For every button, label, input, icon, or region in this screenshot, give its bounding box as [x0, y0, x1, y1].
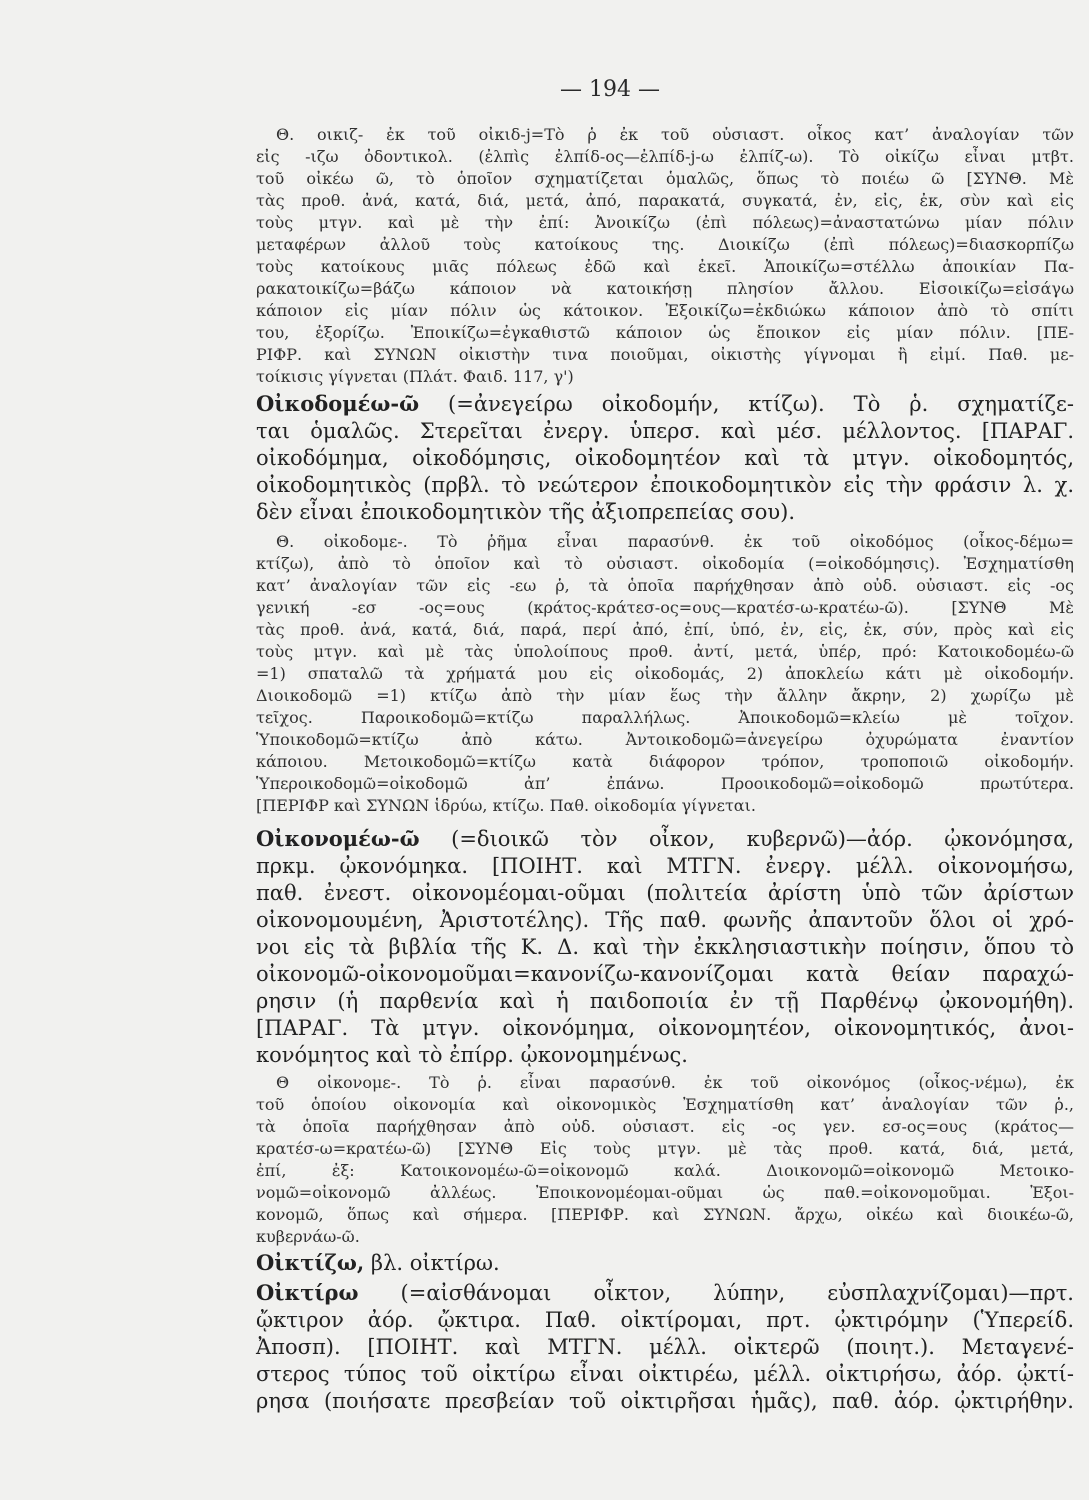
page-number: — 194 —	[560, 77, 660, 102]
text-line: κονομῶ, ὅπως καὶ σήμερα. [ΠΕΡΙΦΡ. καὶ ΣΥΝΩΝ. ἄρχω, οἰκέω καὶ διοικέω-ῶ,	[256, 1205, 1074, 1224]
text-line: οἰκονομουμένη, Ἀριστοτέλης). Τῆς παθ. φωνῆς ἀπαντοῦν ὅλοι οἱ χρό-	[256, 908, 1074, 932]
text-line	[256, 825, 1074, 853]
text-line: τοῦ οἰκέω ῶ, τὸ ὁποῖον σχηματίζεται ὁμαλῶς, ὅπως τὸ ποιέω ῶ [ΣΥΝΘ. Μὲ	[256, 169, 1074, 188]
etymology-note	[256, 1072, 1074, 1248]
etymology-note	[256, 124, 1074, 388]
headword: Οἰκονομέω-ῶ	[256, 826, 420, 851]
text-line: Διοικοδομῶ =1) κτίζω ἀπὸ τὴν μίαν ἕως τὴν ἄλλην ἄκρην, 2) χωρίζω μὲ	[256, 686, 1074, 705]
text-line: Θ. οικιζ- ἐκ τοῦ οἰκιδ-j=Τὸ ῥ ἐκ τοῦ οὐσιαστ. οἶκος κατ’ ἀναλογίαν τῶν	[276, 125, 1074, 144]
text-line: κάποιον εἰς μίαν πόλιν ὡς κάτοικον. Ἐξοικίζω=ἐκδιώκω κάποιον ἀπὸ τὸ σπίτι	[256, 301, 1074, 320]
text-line: τεῖχος. Παροικοδομῶ=κτίζω παραλλήλως. Ἀποικοδομῶ=κλείω μὲ τοῖχον.	[256, 708, 1074, 727]
text-segment: (=ἀνεγείρω οἰκοδομήν, κτίζω). Τὸ ῥ. σχηματίζε-	[448, 392, 1074, 416]
cross-reference: βλ. οἰκτίρω.	[370, 1251, 500, 1275]
text-line: τοῦ ὁποίου οἰκονομία καὶ οἰκονομικὸς Ἐσχηματίσθη κατ’ ἀναλογίαν τῶν ῥ.,	[256, 1095, 1074, 1114]
text-line: [ΠΑΡΑΓ. Τὰ μτγν. οἰκονόμημα, οἰκονομητέον, οἰκονομητικός, ἀνοι-	[256, 1016, 1074, 1040]
text-line	[256, 1249, 1074, 1277]
text-line: παθ. ἐνεστ. οἰκονομέομαι-οῦμαι (πολιτεία ἀρίστη ὑπὸ τῶν ἀρίστων	[256, 881, 1074, 905]
text-line: [ΠΕΡΙΦΡ καὶ ΣΥΝΩΝ ἱδρύω, κτίζω. Παθ. οἰκοδομία γίγνεται.	[256, 796, 756, 815]
text-line: =1) σπαταλῶ τὰ χρήματά μου εἰς οἰκοδομάς, 2) ἀποκλείω κάτι μὲ οἰκοδομήν.	[256, 664, 1074, 683]
text-line: δὲν εἶναι ἐποικοδομητικὸν τῆς ἀξιοπρεπείας σου).	[256, 500, 796, 524]
text-line: Θ οἰκονομε-. Τὸ ῥ. εἶναι παρασύνθ. ἐκ τοῦ οἰκονόμος (οἶκος-νέμω), ἐκ	[276, 1073, 1074, 1092]
text-line: τοὺς μτγν. καὶ μὲ τὰς ὑπολοίπους προθ. ἀντί, μετά, ὑπέρ, πρό: Κατοικοδομέω-ῶ	[256, 642, 1074, 661]
text-line: ΡΙΦΡ. καὶ ΣΥΝΩΝ οἰκιστὴν τινα ποιοῦμαι, οἰκιστὴς γίγνομαι ἢ εἰμί. Παθ. με-	[256, 345, 1074, 364]
text-line: τοίκισις γίγνεται (Πλάτ. Φαιδ. 117, γ')	[256, 367, 574, 386]
text-line	[256, 1279, 1074, 1307]
text-line: οἰκοδομητικὸς (πρβλ. τὸ νεώτερον ἐποικοδομητικὸν εἰς τὴν φράσιν λ. χ.	[256, 473, 1074, 497]
text-line: ται ὁμαλῶς. Στερεῖται ἐνεργ. ὑπερσ. καὶ μέσ. μέλλοντος. [ΠΑΡΑΓ.	[256, 419, 1074, 443]
text-line: ρακατοικίζω=βάζω κάποιον νὰ κατοικήσῃ πλησίον ἄλλου. Εἰσοικίζω=εἰσάγω	[256, 279, 1074, 298]
text-line: κυβερνάω-ῶ.	[256, 1227, 360, 1246]
text-line: νοι εἰς τὰ βιβλία τῆς Κ. Δ. καὶ τὴν ἐκκλησιαστικὴν ποίησιν, ὅπου τὸ	[256, 935, 1074, 959]
text-line: στερος τύπος τοῦ οἰκτίρω εἶναι οἰκτιρέω, μέλλ. οἰκτιρήσω, ἀόρ. ᾠκτί-	[256, 1362, 1074, 1386]
headword: Οἰκτίρω	[256, 1280, 359, 1305]
text-line: νομῶ=οἰκονομῶ ἀλλέως. Ἐποικονομέομαι-οῦμαι ὡς παθ.=οἰκονομοῦμαι. Ἐξοι-	[256, 1183, 1074, 1202]
headword: Οἰκοδομέω-ῶ	[256, 391, 420, 416]
text-line: μεταφέρων ἀλλοῦ τοὺς κατοίκους της. Διοικίζω (ἐπὶ πόλεως)=διασκορπίζω	[256, 235, 1074, 254]
text-line: ἐπί, ἐξ: Κατοικονομέω-ῶ=οἰκονομῶ καλά. Διοικονομῶ=οἰκονομῶ Μετοικο-	[256, 1161, 1074, 1180]
headword: Οἰκτίζω,	[256, 1250, 365, 1275]
text-line: πρκμ. ᾠκονόμηκα. [ΠΟΙΗΤ. καὶ ΜΤΓΝ. ἐνεργ. μέλλ. οἰκονομήσω,	[256, 854, 1074, 878]
text-line: Ἀποσπ). [ΠΟΙΗΤ. καὶ ΜΤΓΝ. μέλλ. οἰκτερῶ (ποιητ.). Μεταγενέ-	[256, 1335, 1074, 1359]
text-line: τὰ ὁποῖα παρήχθησαν ἀπὸ οὐδ. οὐσιαστ. εἰς -ος γεν. εσ-ος=ους (κράτος—	[256, 1117, 1074, 1136]
text-line	[256, 390, 1074, 418]
text-line: ᾤκτιρον ἀόρ. ᾤκτιρα. Παθ. οἰκτίρομαι, πρτ. ᾠκτιρόμην (Ὑπερείδ.	[256, 1308, 1074, 1332]
text-line: Θ. οἰκοδομε-. Τὸ ῥῆμα εἶναι παρασύνθ. ἐκ τοῦ οἰκοδόμος (οἶκος-δέμω=	[276, 532, 1074, 551]
text-line: κτίζω), ἀπὸ τὸ ὁποῖον καὶ τὸ οὐσιαστ. οἰκοδομία (=οἰκοδόμησις). Ἐσχηματίσθη	[256, 554, 1074, 573]
text-line: Ὑπεροικοδομῶ=οἰκοδομῶ ἀπ’ ἐπάνω. Προοικοδομῶ=οἰκοδομῶ πρωτύτερα.	[256, 774, 1074, 793]
text-line: τὰς προθ. ἀνά, κατά, διά, παρά, περί ἀπό, ἐπί, ὑπό, ἐν, εἰς, ἐκ, σύν, πρὸς καὶ εἰς	[256, 620, 1074, 639]
text-line: Ὑποικοδομῶ=κτίζω ἀπὸ κάτω. Ἀντοικοδομῶ=ἀνεγείρω ὀχυρώματα ἐναντίον	[256, 730, 1074, 749]
dictionary-entry	[256, 390, 1074, 526]
text-line: τοὺς μτγν. καὶ μὲ τὴν ἐπί: Ἀνοικίζω (ἐπὶ πόλεως)=ἀναστατώνω μίαν πόλιν	[256, 213, 1074, 232]
text-line: οἰκοδόμημα, οἰκοδόμησις, οἰκοδομητέον καὶ τὰ μτγν. οἰκοδομητός,	[256, 446, 1074, 470]
text-line: γενική -εσ -ος=ους (κράτος-κράτεσ-ος=ους—κρατέσ-ω-κρατέω-ῶ). [ΣΥΝΘ Μὲ	[256, 598, 1074, 617]
text-line: κρατέσ-ω=κρατέω-ῶ) [ΣΥΝΘ Εἰς τοὺς μτγν. μὲ τὰς προθ. κατά, διά, μετά,	[256, 1139, 1074, 1158]
dictionary-entry	[256, 1249, 1074, 1277]
etymology-note	[256, 531, 1074, 817]
text-line: ρησιν (ἡ παρθενία καὶ ἡ παιδοποιία ἐν τῇ Παρθένῳ ᾠκονομήθη).	[256, 989, 1074, 1013]
text-line: τοὺς κατοίκους μιᾶς πόλεως ἐδῶ καὶ ἐκεῖ. Ἀποικίζω=στέλλω ἀποικίαν Πα-	[256, 257, 1074, 276]
text-line: κάποιου. Μετοικοδομῶ=κτίζω κατὰ διάφορον τρόπον, τροποποιῶ οἰκοδομήν.	[256, 752, 1074, 771]
page-text-column	[256, 0, 1074, 1500]
dictionary-entry	[256, 825, 1074, 1069]
text-line: του, ἐξορίζω. Ἐποικίζω=ἐγκαθιστῶ κάποιον ὡς ἔποικον εἰς μίαν πόλιν. [ΠΕ-	[256, 323, 1074, 342]
text-line: ρησα (ποιήσατε πρεσβείαν τοῦ οἰκτιρῆσαι ἡμᾶς), παθ. ἀόρ. ᾠκτιρήθην.	[256, 1389, 1074, 1413]
dictionary-entry	[256, 1279, 1074, 1415]
text-segment: (=αἰσθάνομαι οἶκτον, λύπην, εὐσπλαχνίζομαι)—πρτ.	[400, 1281, 1074, 1305]
text-line: κατ’ ἀναλογίαν τῶν εἰς -εω ῥ, τὰ ὁποῖα παρήχθησαν ἀπὸ οὐδ. οὐσιαστ. εἰς -ος	[256, 576, 1074, 595]
text-line: κονόμητος καὶ τὸ ἐπίρρ. ᾠκονομημένως.	[256, 1043, 688, 1067]
text-line: εἰς -ιζω ὀδοντικολ. (ἐλπὶς ἐλπίδ-ος—ἐλπίδ-j-ω ἐλπίζ-ω). Τὸ οἰκίζω εἶναι μτβτ.	[256, 147, 1074, 166]
text-segment: (=διοικῶ τὸν οἶκον, κυβερνῶ)—ἀόρ. ᾠκονόμησα,	[451, 827, 1074, 851]
text-line: τὰς προθ. ἀνά, κατά, διά, μετά, ἀπό, παρακατά, συγκατά, ἐν, εἰς, ἐκ, σὺν καὶ εἰς	[256, 191, 1074, 210]
text-line: οἰκονομῶ-οἰκονομοῦμαι=κανονίζω-κανονίζομαι κατὰ θείαν παραχώ-	[256, 962, 1074, 986]
